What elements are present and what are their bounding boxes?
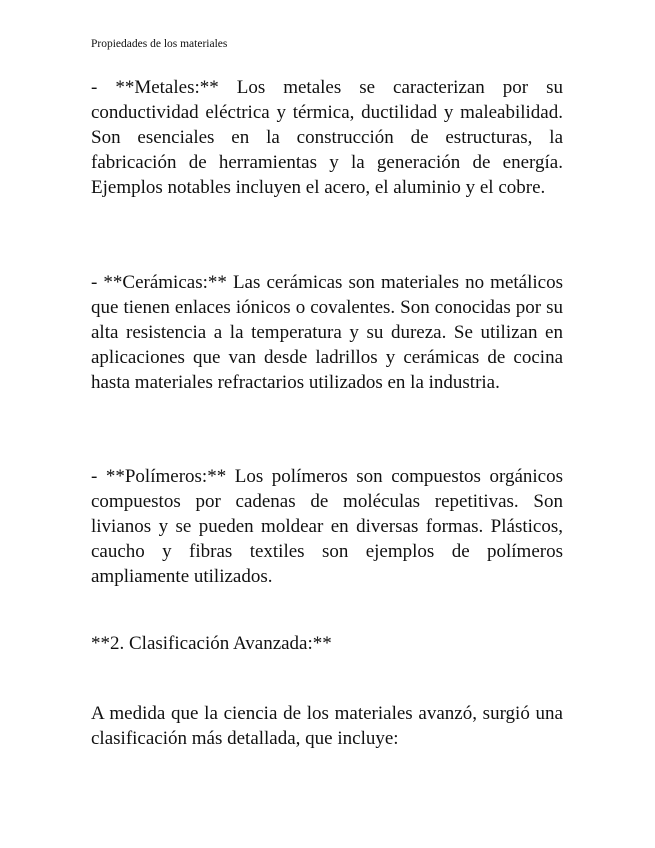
paragraph-ceramicas: - **Cerámicas:** Las cerámicas son materiales no metálicos que tienen enlaces iónicos o covalentes. Son conocidas por su alta resistencia a la temperatura y su dureza. Se utilizan en aplicaciones que van desde ladrillos y cerámicas de cocina hasta materiales refractarios utilizados en la industria. bbox=[91, 272, 563, 393]
section-heading: **2. Clasificación Avanzada:** bbox=[91, 633, 332, 654]
paragraph-metales: - **Metales:** Los metales se caracterizan por su conductividad eléctrica y térmica, ductilidad y maleabilidad. Son esenciales en la construcción de estructuras, la fabricación de herramientas y la generación de energía. Ejemplos notables incluyen el acero, el aluminio y el cobre. bbox=[91, 77, 563, 198]
paragraph-clasificacion-avanzada: A medida que la ciencia de los materiales avanzó, surgió una clasificación más detallada, que incluye: bbox=[91, 703, 563, 749]
paragraph-polimeros: - **Polímeros:** Los polímeros son compuestos orgánicos compuestos por cadenas de moléculas repetitivas. Son livianos y se pueden moldear en diversas formas. Plásticos, caucho y fibras textiles son ejemplos de polímeros ampliamente utilizados. bbox=[91, 466, 563, 587]
running-header: Propiedades de los materiales bbox=[91, 38, 228, 50]
